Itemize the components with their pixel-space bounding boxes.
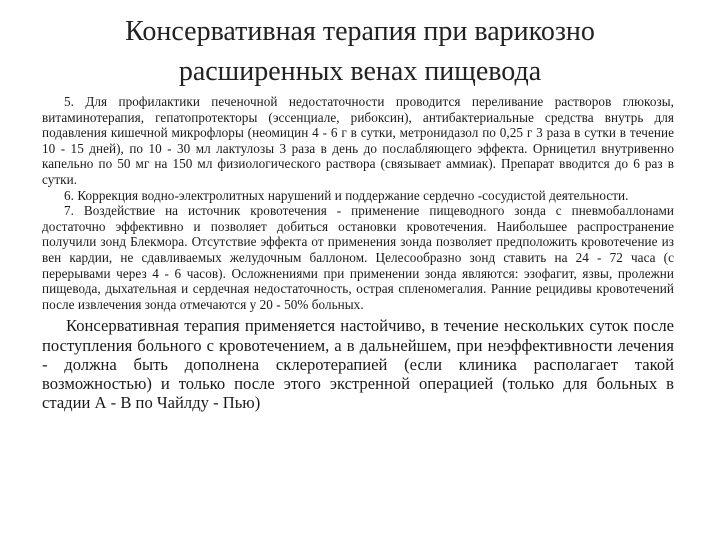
- item-7-paragraph: 7. Воздействие на источник кровотечения - применение пищеводного зонда с пневмобаллонами достаточно эффективно и позволяет добиться остановки кровотечения. Наибольшее распространение получили зонд Блекмора. Отсутствие эффекта от применения зонда позволяет предположить кровотечение из вен кардии, не сдавливаемых желудочным баллоном. Целесообразно зонд ставить на 24 - 72 часа (с перерывами через 4 - 6 часов). Осложнениями при применении зонда являются: эзофагит, язвы, пролежни пищевода, дыхательная и сердечная недостаточность, острая спленомегалия. Ранние рецидивы кровотечений после извлечения зонда отмечаются у 20 - 50% больных.: [42, 203, 674, 312]
- summary-paragraph: Консервативная терапия применяется настойчиво, в течение нескольких суток после поступления больного с кровотечением, а в дальнейшем, при неэффективности лечения - должна быть дополнена склеротерапией (если клиника располагает такой возможностью) и только после этого экстренной операцией (только для больных в стадии А - В по Чайлду - Пью): [42, 316, 674, 413]
- item-5-paragraph: 5. Для профилактики печеночной недостаточности проводится переливание растворов глюкозы, витаминотерапия, гепатопротекторы (эссенциале, рибоксин), антибактериальные средства внутрь для подавления кишечной микрофлоры (неомицин 4 - 6 г в сутки, метронидазол по 0,25 г 3 раза в сутки в течение 10 - 15 дней), по 10 - 30 мл лактулозы 3 раза в день до послабляющего эффекта. Орницетил внутривенно капельно по 50 мг на 150 мл физиологического раствора (связывает аммиак). Препарат вводится до 6 раз в сутки.: [42, 94, 674, 187]
- slide-title: Консервативная терапия при варикозно расширенных венах пищевода: [125, 16, 595, 87]
- numbered-items: [42, 94, 674, 312]
- summary-block: [42, 316, 674, 412]
- slide-body: [42, 94, 674, 412]
- item-6-paragraph: 6. Коррекция водно-электролитных нарушений и поддержание сердечно -сосудистой деятельности.: [64, 187, 629, 203]
